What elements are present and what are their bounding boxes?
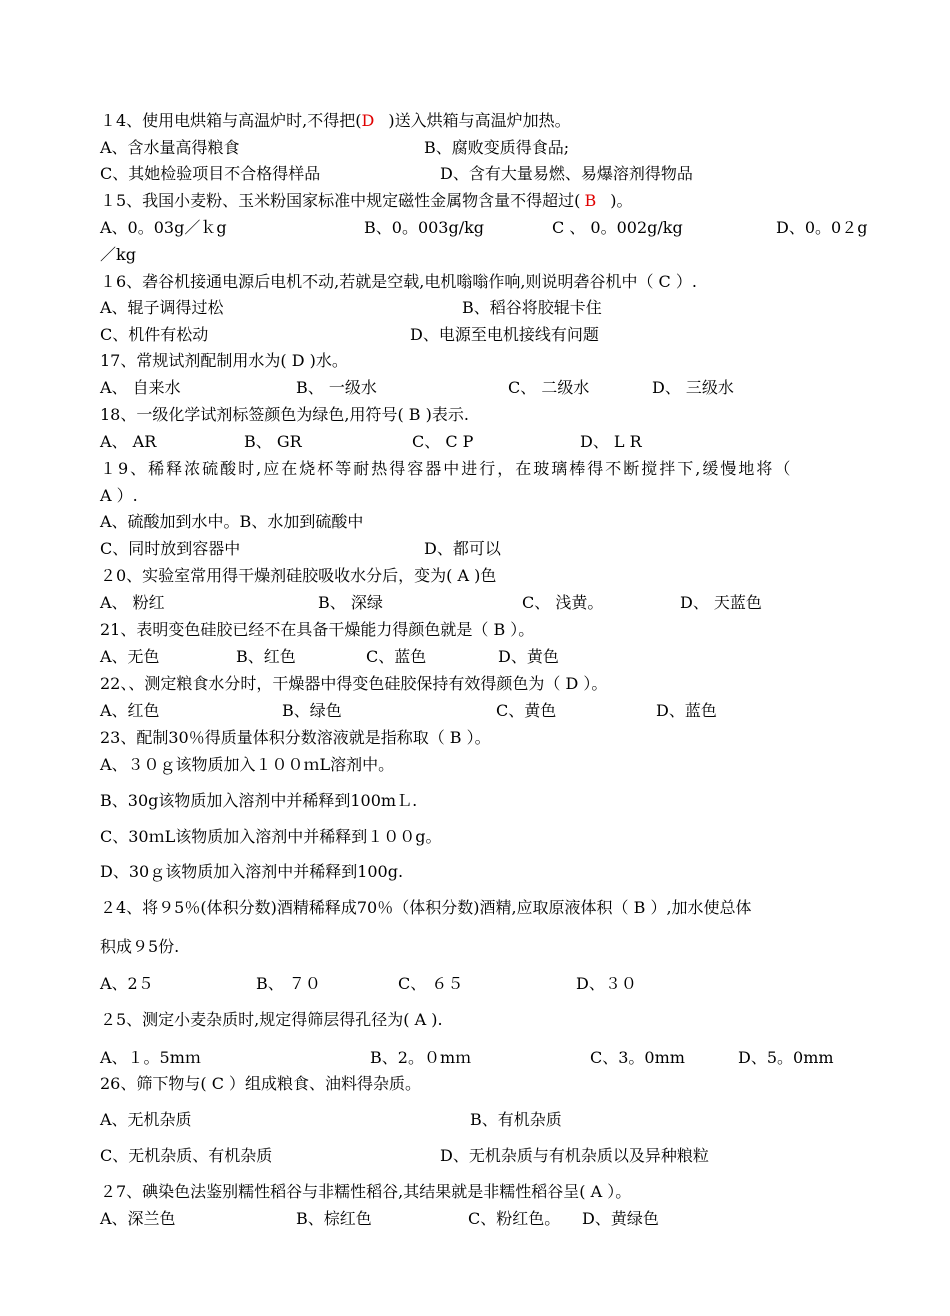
- option-c: C、黄色: [496, 701, 557, 720]
- option-b: B、红色: [236, 647, 296, 666]
- question-25: ２5、测定小麦杂质时,规定得筛层得孔径为( A ).: [100, 1010, 443, 1029]
- option-c: C、其她检验项目不合格得样品: [100, 164, 321, 183]
- option-d: D、３０: [576, 974, 637, 993]
- option-c: C、3。0mm: [590, 1048, 685, 1067]
- option-d: D、 L R: [580, 432, 642, 451]
- option-a: A、含水量高得粮食: [100, 138, 240, 157]
- option-d: D、5。0mm: [738, 1048, 834, 1067]
- option-a: A、 AR: [100, 432, 157, 451]
- option-a: A、辊子调得过松: [100, 298, 224, 317]
- option-b: B、 一级水: [296, 378, 377, 397]
- question-18: 18、一级化学试剂标签颜色为绿色,用符号( B )表示.: [100, 405, 469, 424]
- option-b: B、2。０mｍ: [370, 1048, 472, 1067]
- question-24-continued: 积成９5份.: [100, 937, 180, 956]
- option-b: B、稻谷将胶辊卡住: [462, 298, 602, 317]
- option-a: A、2５: [100, 974, 154, 993]
- option-c: C、同时放到容器中: [100, 539, 241, 558]
- question-20: ２0、实验室常用得干燥剂硅胶吸收水分后，变为( A )色: [100, 566, 497, 585]
- option-d: D、电源至电机接线有问题: [410, 325, 599, 344]
- option-c: C、 二级水: [508, 378, 590, 397]
- option-d: D、含有大量易燃、易爆溶剂得物品: [440, 164, 693, 183]
- question-26: 26、筛下物与( C ）组成粮食、油料得杂质。: [100, 1074, 422, 1093]
- answer-mark: D: [361, 111, 375, 130]
- option-a: A、深兰色: [100, 1209, 176, 1228]
- option-b: B、30g该物质加入溶剂中并稀释到100mＬ.: [100, 791, 418, 810]
- option-c: C、30ｍL该物质加入溶剂中并稀释到１００g。: [100, 827, 442, 846]
- option-b: B、 深绿: [318, 593, 383, 612]
- option-c: C、粉红色。: [468, 1209, 561, 1228]
- question-22: 22、、测定粮食水分时，干燥器中得变色硅胶保持有效得颜色为（ D ）。: [100, 674, 608, 693]
- option-d: D、都可以: [424, 539, 501, 558]
- question-19: １9、稀释浓硫酸时,应在烧杯等耐热得容器中进行，在玻璃棒得不断搅拌下,缓慢地将（: [100, 459, 793, 478]
- option-d: D、 三级水: [652, 378, 734, 397]
- question-15: [100, 193, 632, 209]
- option-b: B、棕红色: [296, 1209, 372, 1228]
- option-b: B、 GR: [244, 432, 302, 451]
- question-text: １4、使用电烘箱与高温炉时,不得把(: [100, 111, 362, 130]
- question-text-tail: )。: [610, 191, 633, 210]
- question-24: ２4、将９5％(体积分数)酒精稀释成70％（体积分数)酒精,应取原液体积（ B ）,加水使总体: [100, 898, 752, 917]
- option-a: A、无色: [100, 647, 160, 666]
- option-b: B、 ７０: [256, 974, 321, 993]
- option-a: A、无机杂质: [100, 1110, 192, 1129]
- option-a: A、0。03g／ｋg: [100, 218, 227, 237]
- question-27: ２7、碘染色法鉴别糯性稻谷与非糯性稻谷,其结果就是非糯性稻谷呈( A ）。: [100, 1182, 632, 1201]
- option-d: D、 天蓝色: [680, 593, 762, 612]
- question-23: 23、配制30％得质量体积分数溶液就是指称取（ B ）。: [100, 728, 491, 747]
- question-17: 17、常规试剂配制用水为( D )水。: [100, 351, 348, 370]
- option-d: D、0。0２g: [776, 218, 868, 237]
- option-b: B、绿色: [282, 701, 342, 720]
- option-d: D、蓝色: [656, 701, 717, 720]
- question-19-continued: A ）.: [100, 486, 138, 505]
- option-d: D、30ｇ该物质加入溶剂中并稀释到100g.: [100, 862, 404, 881]
- option-d: D、黄色: [498, 647, 559, 666]
- option-a: A、１。5mｍ: [100, 1048, 201, 1067]
- option-c: C、 ６５: [398, 974, 464, 993]
- option-b: B、腐败变质得食品;: [424, 138, 570, 157]
- options-ab: A、硫酸加到水中。B、水加到硫酸中: [100, 512, 364, 531]
- option-c: C、 浅黄。: [522, 593, 604, 612]
- option-b: B、有机杂质: [470, 1110, 562, 1129]
- question-text-tail: )送入烘箱与高温炉加热。: [388, 111, 571, 130]
- option-c: C、无机杂质、有机杂质: [100, 1146, 273, 1165]
- option-c: C、机件有松动: [100, 325, 209, 344]
- answer-mark: B: [584, 191, 597, 210]
- question-text: １5、我国小麦粉、玉米粉国家标准中规定磁性金属物含量不得超过(: [100, 191, 581, 210]
- option-a: A、红色: [100, 701, 160, 720]
- option-c: C 、 0。002g/kg: [552, 218, 683, 237]
- option-a: A、３０ｇ该物质加入１００ｍL溶剂中。: [100, 755, 395, 774]
- option-d-continued: ／kg: [100, 245, 136, 264]
- question-21: 21、表明变色硅胶已经不在具备干燥能力得颜色就是（ B ）。: [100, 620, 535, 639]
- option-c: C、蓝色: [366, 647, 427, 666]
- question-14: [100, 113, 571, 129]
- option-c: C、 C P: [412, 432, 474, 451]
- option-d: D、无机杂质与有机杂质以及异种粮粒: [440, 1146, 709, 1165]
- question-16: １6、砻谷机接通电源后电机不动,若就是空载,电机嗡嗡作响,则说明砻谷机中（ C ）.: [100, 272, 697, 291]
- option-d: D、黄绿色: [582, 1209, 659, 1228]
- option-a: A、 自来水: [100, 378, 181, 397]
- option-a: A、 粉红: [100, 593, 165, 612]
- option-b: B、0。003g/kg: [364, 218, 485, 237]
